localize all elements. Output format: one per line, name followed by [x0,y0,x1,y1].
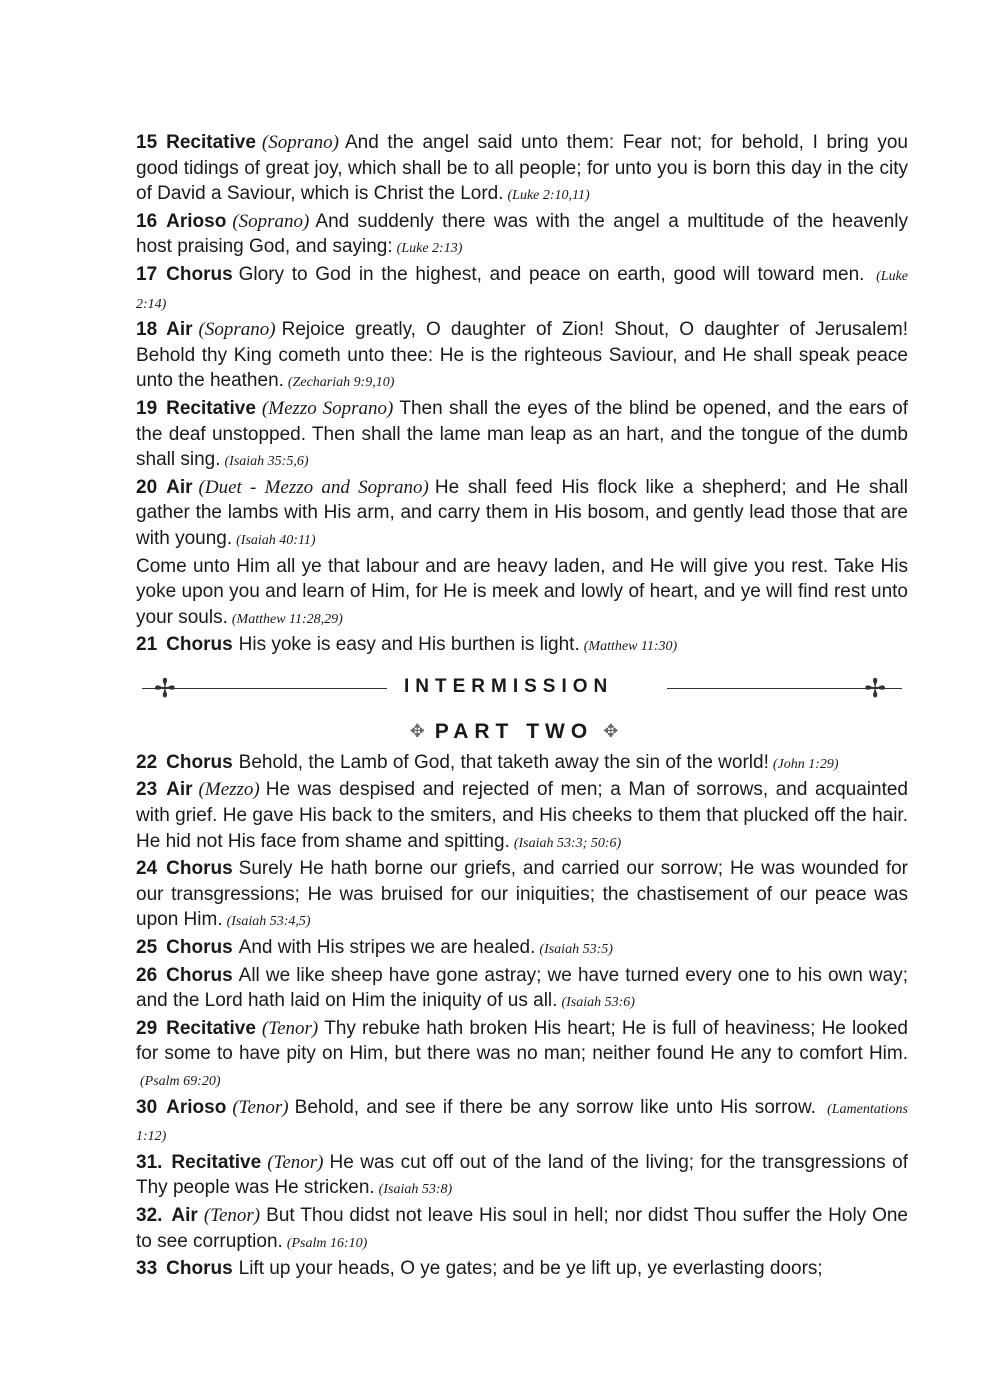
entry-movement: Recitative [166,397,256,419]
entry-number: 21 [136,634,158,656]
entry-19 [136,396,908,475]
entry-number: 33 [136,1258,158,1280]
entry-text: And the angel said unto them: Fear not; for behold, I bring you good tidings of great joy, which shall be to all people; for unto you is born this day in the city of David a Saviour, which is Christ the Lord. [136,132,908,205]
entry-reference: (Luke 2:13) [396,241,463,257]
entry-text: He shall feed His flock like a shepherd; and He shall gather the lambs with His arm, and carry them in His bosom, and gently lead those that are with young. [136,476,909,549]
entry-text: Glory to God in the highest, and peace on earth, good will toward men. [238,263,865,285]
entry-number: 30 [136,1096,158,1118]
entry-number: 25 [136,937,158,959]
entry-text: Behold, and see if there be any sorrow like unto His sorrow. [294,1096,816,1118]
entry-reference: (Matthew 11:28,29) [231,611,343,627]
entry-voice: (Mezzo) [198,779,260,801]
entry-20-continued [136,554,908,633]
entry-reference: (Matthew 11:30) [583,639,678,655]
entry-voice: (Tenor) [232,1096,289,1118]
entry-number: 16 [136,210,158,232]
entry-voice: (Mezzo Soprano) [261,397,394,419]
entry-movement: Chorus [166,751,233,773]
entry-25 [136,935,908,963]
entry-reference: (Isaiah 53:3; 50:6) [513,835,622,851]
entry-text: Thy rebuke hath broken His heart; He is full of heaviness; He looked for some to have pity on Him, but there was no man; neither found He any to comfort Him. [136,1017,908,1065]
entry-reference: (Isaiah 53:6) [561,995,635,1011]
entry-number: 15 [136,132,158,153]
cross-ornament-icon: ✢ [154,672,176,703]
entry-29 [136,1016,908,1095]
entry-movement: Air [171,1204,198,1226]
part-one-entries [136,130,908,660]
part-two-heading: PART TWO [434,719,594,743]
entry-movement: Chorus [166,634,233,656]
entry-reference: (John 1:29) [772,756,839,772]
entry-text: And suddenly there was with the angel a multitude of the heavenly host praising God, and saying: [136,210,908,258]
entry-18 [136,317,908,396]
entry-text: He was despised and rejected of men; a Man of sorrows, and acquainted with grief. He gave His back to the smiters, and His cheeks to them that plucked off the hair. He hid not His face from shame and spitting. [136,779,908,852]
entry-voice: (Soprano) [261,132,339,153]
entry-reference: (Luke 2:14) [136,268,909,312]
entry-reference: (Psalm 16:10) [286,1235,368,1251]
entry-text: And with His stripes we are healed. [238,937,536,959]
entry-number: 26 [136,964,158,986]
part-two-entries [136,750,908,1282]
intermission-divider [136,670,908,708]
entry-movement: Chorus [166,263,233,285]
entry-number: 24 [136,858,158,880]
divider-rule-left [142,688,387,689]
entry-number: 22 [136,751,158,773]
entry-movement: Arioso [166,210,227,232]
entry-text: All we like sheep have gone astray; we have turned every one to his own way; and the Lord hath laid on Him the iniquity of us all. [136,964,908,1012]
entry-32 [136,1203,908,1256]
entry-26 [136,963,908,1016]
entry-reference: (Isaiah 35:5,6) [224,454,309,470]
entry-movement: Chorus [166,937,233,959]
entry-text: Lift up your heads, O ye gates; and be ye lift up, ye everlasting doors; [238,1258,823,1280]
entry-text: Then shall the eyes of the blind be opened, and the ears of the deaf unstopped. Then shall the lame man leap as an hart, and the tongue of the dumb shall sing. [136,397,908,471]
entry-16 [136,209,908,262]
entry-voice: (Duet - Mezzo and Soprano) [198,476,429,498]
entry-23 [136,777,908,856]
entry-movement: Air [166,319,193,341]
entry-31 [136,1150,908,1203]
entry-text: He was cut off out of the land of the living; for the transgressions of Thy people was He stricken. [136,1151,908,1199]
entry-30 [136,1095,908,1150]
intermission-heading: INTERMISSION [404,675,614,697]
entry-reference: (Zechariah 9:9,10) [287,375,395,391]
entry-voice: (Tenor) [261,1017,319,1039]
entry-number: 20 [136,476,158,498]
programme-page [136,130,908,1282]
entry-22 [136,750,908,778]
entry-movement: Arioso [166,1096,227,1118]
entry-number: 17 [136,263,158,285]
entry-15 [136,130,908,209]
entry-movement: Air [166,779,193,801]
entry-movement: Chorus [166,1258,233,1280]
entry-voice: (Soprano) [232,210,310,232]
entry-number: 31. [136,1151,163,1173]
entry-movement: Recitative [166,132,256,153]
entry-reference: (Isaiah 40:11) [236,532,316,548]
entry-text: Rejoice greatly, O daughter of Zion! Shout, O daughter of Jerusalem! Behold thy King cometh unto thee: He is the righteous Saviour, and He shall speak peace unto the heathen. [136,319,908,392]
entry-reference: (Psalm 69:20) [140,1074,221,1089]
entry-33 [136,1256,908,1282]
entry-reference: (Lamentations 1:12) [136,1101,908,1145]
part-two-heading-row [128,720,900,750]
entry-reference: (Luke 2:10,11) [507,188,590,204]
entry-text: His yoke is easy and His burthen is light. [238,634,580,656]
cross-ornament-icon: ✢ [864,672,886,703]
entry-movement: Chorus [166,964,233,986]
entry-21 [136,632,908,660]
entry-voice: (Tenor) [203,1204,261,1226]
entry-text: Come unto Him all ye that labour and are heavy laden, and He will give you rest. Take His yoke upon you and learn of Him, for He is meek and lowly of heart, and ye will find rest unto your souls. [136,555,908,628]
entry-reference: (Isaiah 53:5) [539,942,613,958]
entry-reference: (Isaiah 53:8) [378,1182,453,1198]
entry-number: 32. [136,1204,163,1226]
star-ornament-icon: ✥ [409,720,425,741]
entry-movement: Chorus [166,858,233,880]
entry-voice: (Tenor) [267,1151,324,1173]
entry-number: 23 [136,779,158,801]
entry-movement: Recitative [166,1017,256,1039]
entry-reference: (Isaiah 53:4,5) [226,914,311,930]
entry-number: 18 [136,319,158,341]
entry-movement: Air [166,476,193,498]
entry-movement: Recitative [171,1151,262,1173]
entry-17 [136,262,908,317]
entry-number: 29 [136,1017,158,1039]
entry-text: Behold, the Lamb of God, that taketh away the sin of the world! [238,751,769,773]
entry-text: But Thou didst not leave His soul in hell; nor didst Thou suffer the Holy One to see corruption. [136,1204,908,1252]
entry-20 [136,475,908,554]
entry-text: Surely He hath borne our griefs, and carried our sorrow; He was wounded for our transgressions; He was bruised for our iniquities; the chastisement of our peace was upon Him. [136,858,908,931]
entry-24 [136,856,908,935]
entry-voice: (Soprano) [198,319,276,341]
entry-number: 19 [136,397,158,419]
star-ornament-icon: ✥ [603,720,619,741]
